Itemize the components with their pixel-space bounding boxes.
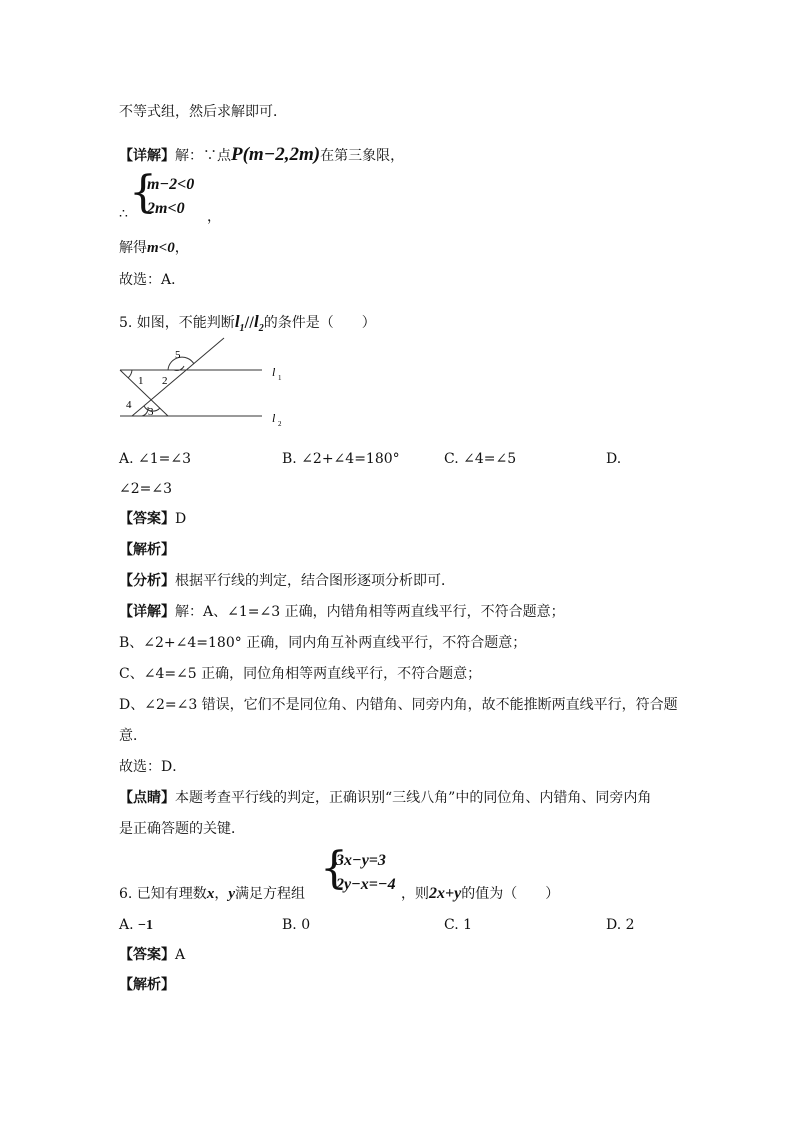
line-label-l2: l bbox=[272, 411, 276, 425]
subscript: 2 bbox=[258, 322, 264, 334]
comma: ， bbox=[214, 886, 229, 902]
option-value: −1 bbox=[138, 918, 153, 933]
detail-text: B、∠2+∠4=180° 正确，同内角互补两直线平行，不符合题意； bbox=[119, 635, 527, 651]
option-d: D. 2 bbox=[606, 917, 635, 933]
analysis-tag: 【解析】 bbox=[119, 977, 175, 993]
option-a bbox=[119, 915, 153, 936]
angle-label-5: 5 bbox=[175, 349, 181, 361]
line-l1: l bbox=[234, 312, 240, 331]
math-result: m<0 bbox=[147, 240, 175, 256]
inequality-2: 2m<0 bbox=[147, 200, 185, 217]
detail-text: 意． bbox=[119, 728, 147, 744]
math-point: P(m−2,2m) bbox=[231, 144, 321, 165]
section-tag: 【点睛】 bbox=[119, 790, 175, 806]
expression: 2x+y bbox=[428, 885, 462, 902]
equation-2: 2y−x=−4 bbox=[336, 876, 396, 893]
answer-line bbox=[119, 509, 186, 529]
option-d: D. bbox=[606, 451, 622, 467]
detail-text: D、∠2=∠3 错误，它们不是同位角、内错角、同旁内角，故不能推断两直线平行，符合题 bbox=[119, 697, 678, 713]
brace-icon: { bbox=[320, 843, 348, 894]
option-d-content: ∠2=∠3 bbox=[119, 481, 173, 497]
inequality-1: m−2<0 bbox=[147, 176, 195, 193]
line-label-l2-sub: 2 bbox=[278, 420, 282, 428]
comment-text: 是正确答题的关键． bbox=[119, 821, 245, 837]
analysis-text: 根据平行线的判定，结合图形逐项分析即可． bbox=[175, 573, 455, 589]
answer-tag: 【答案】 bbox=[119, 947, 175, 963]
therefore-symbol: ∴ bbox=[119, 206, 128, 222]
section-tag: 【分析】 bbox=[119, 573, 175, 589]
solution-text: ， bbox=[174, 240, 189, 256]
section-tag: 【详解】 bbox=[119, 604, 175, 620]
comment-text: 本题考查平行线的判定，正确识别“三线八角”中的同位角、内错角、同旁内角 bbox=[175, 790, 652, 806]
text-line bbox=[119, 788, 651, 808]
detail-text: 解：A、∠1=∠3 正确，内错角相等两直线平行，不符合题意； bbox=[175, 604, 565, 620]
variable-y: y bbox=[228, 886, 235, 902]
variable-x: x bbox=[206, 886, 215, 902]
question-text: 5. 如图，不能判断 bbox=[119, 315, 235, 331]
question-text: 的条件是（ ） bbox=[263, 315, 376, 331]
question-6-stem bbox=[119, 884, 559, 904]
question-text: 6. 已知有理数 bbox=[119, 886, 207, 902]
answer-tag: 【答案】 bbox=[119, 511, 175, 527]
option-a: A. ∠1=∠3 bbox=[119, 451, 192, 467]
parallel-symbol: // bbox=[244, 315, 254, 331]
option-b: B. 0 bbox=[282, 917, 311, 933]
answer-value: D bbox=[175, 511, 187, 527]
question-text: 的值为（ ） bbox=[461, 886, 560, 902]
choice-text: 故选：A． bbox=[119, 272, 186, 288]
text-line bbox=[119, 270, 185, 290]
line-l2: l bbox=[253, 312, 259, 331]
section-tag: 【详解】 bbox=[119, 148, 175, 164]
choice-text: 故选：D． bbox=[119, 759, 187, 775]
analysis-tag: 【解析】 bbox=[119, 542, 175, 558]
text-line bbox=[119, 102, 287, 122]
option-b: B. ∠2+∠4=180° bbox=[282, 451, 400, 467]
question-text: ，则 bbox=[400, 886, 429, 902]
parallel-lines-figure bbox=[112, 336, 292, 436]
angle-label-4: 4 bbox=[126, 399, 132, 411]
detail-text: C、∠4=∠5 正确，同位角相等两直线平行，不符合题意； bbox=[119, 666, 482, 682]
text-line bbox=[119, 602, 565, 622]
question-text: 满足方程组 bbox=[234, 886, 305, 902]
option-c: C. 1 bbox=[444, 917, 473, 933]
option-c: C. ∠4=∠5 bbox=[444, 451, 517, 467]
angle-label-3: 3 bbox=[148, 406, 154, 418]
inequality-system bbox=[119, 167, 239, 232]
text-line bbox=[119, 238, 189, 258]
solution-text: 解得 bbox=[119, 240, 147, 256]
line-label-l1: l bbox=[272, 365, 276, 379]
answer-value: A bbox=[175, 947, 186, 963]
equation-1: 3x−y=3 bbox=[336, 852, 386, 869]
subscript: 1 bbox=[239, 322, 245, 334]
option-label: A. bbox=[119, 917, 134, 933]
angle-label-2: 2 bbox=[162, 375, 168, 387]
brace-icon: { bbox=[129, 167, 157, 218]
angle-label-1: 1 bbox=[138, 375, 144, 387]
answer-line bbox=[119, 945, 185, 965]
text-line bbox=[119, 571, 455, 591]
comma: ， bbox=[207, 209, 221, 225]
angle-arc-1 bbox=[128, 370, 132, 378]
angle-arc-5 bbox=[168, 357, 194, 370]
solution-text: 不等式组，然后求解即可． bbox=[119, 104, 287, 120]
solution-text: 在第三象限， bbox=[320, 148, 405, 164]
text-line bbox=[119, 145, 404, 166]
question-5-stem bbox=[119, 312, 376, 339]
solution-text: 解：∵点 bbox=[175, 148, 231, 164]
line-label-l1-sub: 1 bbox=[278, 374, 282, 382]
